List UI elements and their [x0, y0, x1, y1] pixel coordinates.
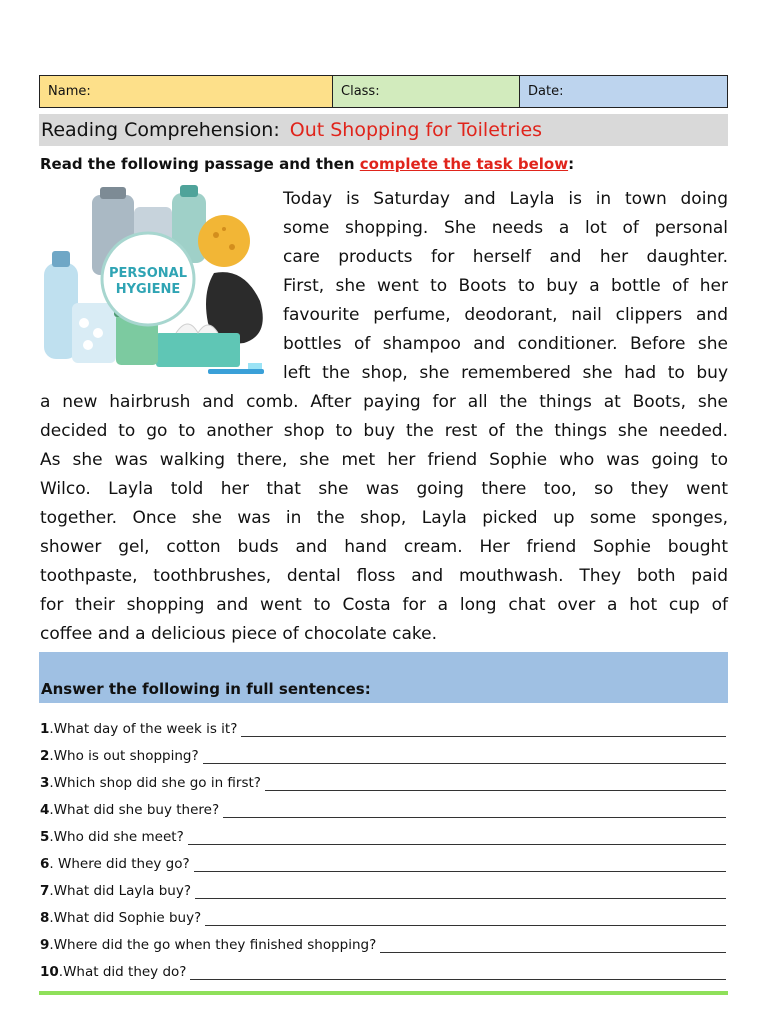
passage-line: toothpaste, toothbrushes, dental floss and mouthwash. They both paid — [40, 566, 728, 586]
question-item — [40, 953, 730, 980]
passage-line: a new hairbrush and comb. After paying for all the things at Boots, she — [40, 392, 728, 412]
question-text: .Who is out shopping? — [49, 748, 199, 764]
answer-line[interactable] — [190, 966, 726, 980]
instruction-end: : — [568, 155, 575, 173]
passage-line: together. Once she was in the shop, Layla picked up some sponges, — [40, 508, 728, 528]
answer-line[interactable] — [380, 939, 726, 953]
illustration-label-2: HYGIENE — [115, 282, 181, 297]
class-label: Class: — [341, 84, 380, 99]
answer-line[interactable] — [223, 804, 726, 818]
answer-line[interactable] — [203, 750, 726, 764]
hygiene-products-icon — [38, 183, 272, 383]
question-item — [40, 845, 730, 872]
answer-line[interactable] — [205, 912, 726, 926]
passage-line: shower gel, cotton buds and hand cream. Her friend Sophie bought — [40, 537, 728, 557]
question-number: 7 — [40, 883, 50, 899]
title-prefix: Reading Comprehension: — [41, 119, 280, 141]
answer-line[interactable] — [188, 831, 726, 845]
student-info-header — [39, 75, 728, 108]
question-text: .What did she buy there? — [49, 802, 220, 818]
answer-line[interactable] — [265, 777, 726, 791]
passage-line: First, she went to Boots to buy a bottle of her — [283, 276, 728, 296]
passage-line: Wilco. Layla told her that she was going there too, so they went — [40, 479, 728, 499]
question-item — [40, 899, 730, 926]
illustration-label-1: PERSONAL — [108, 266, 188, 281]
name-field[interactable] — [40, 76, 333, 107]
answer-heading: Answer the following in full sentences: — [41, 680, 371, 698]
question-number: 8 — [40, 910, 50, 926]
passage-line: Today is Saturday and Layla is in town doing — [283, 189, 728, 209]
name-label: Name: — [48, 84, 91, 99]
passage-line: coffee and a delicious piece of chocolate cake. — [40, 624, 437, 644]
question-text: .What did Layla buy? — [49, 883, 192, 899]
instructions — [40, 155, 574, 173]
question-text: . Where did they go? — [49, 856, 190, 872]
question-number: 10 — [40, 964, 59, 980]
passage-line: bottles of shampoo and conditioner. Before she — [283, 334, 728, 354]
question-number: 6 — [40, 856, 50, 872]
question-text: .Who did she meet? — [49, 829, 184, 845]
passage-line: some shopping. She needs a lot of personal — [283, 218, 728, 238]
title-topic: Out Shopping for Toiletries — [289, 119, 543, 141]
instruction-link: complete the task below — [359, 155, 569, 173]
passage-line: care products for herself and her daughter. — [283, 247, 728, 267]
answer-line[interactable] — [241, 723, 726, 737]
class-field[interactable] — [333, 76, 520, 107]
date-label: Date: — [528, 84, 564, 99]
answer-line[interactable] — [194, 858, 726, 872]
worksheet-title — [39, 114, 728, 146]
question-text: .What day of the week is it? — [49, 721, 238, 737]
question-text: .Which shop did she go in first? — [49, 775, 261, 791]
footer-divider — [39, 991, 728, 995]
passage-line: left the shop, she remembered she had to buy — [283, 363, 728, 383]
passage-line: for their shopping and went to Costa for a long chat over a hot cup of — [40, 595, 728, 615]
question-number: 9 — [40, 937, 50, 953]
hygiene-products-illustration — [38, 183, 272, 383]
passage-line: As she was walking there, she met her friend Sophie who was going to — [40, 450, 728, 470]
passage-line: decided to go to another shop to buy the rest of the things she needed. — [40, 421, 728, 441]
passage-line: favourite perfume, deodorant, nail clippers and — [283, 305, 728, 325]
question-number: 4 — [40, 802, 50, 818]
question-text: .Where did the go when they finished shopping? — [49, 937, 377, 953]
question-item — [40, 872, 730, 899]
passage-wrapped-lines — [283, 185, 728, 388]
question-text: .What did Sophie buy? — [49, 910, 202, 926]
date-field[interactable] — [520, 76, 727, 107]
question-item — [40, 764, 730, 791]
question-item — [40, 791, 730, 818]
question-item — [40, 710, 730, 737]
question-item — [40, 737, 730, 764]
question-list — [40, 710, 730, 980]
question-item — [40, 926, 730, 953]
instruction-start: Read the following passage and then — [40, 155, 360, 173]
answer-heading-bar — [39, 652, 728, 703]
question-number: 5 — [40, 829, 50, 845]
question-number: 1 — [40, 721, 50, 737]
question-item — [40, 818, 730, 845]
passage-full-lines — [40, 388, 728, 649]
question-text: .What did they do? — [58, 964, 187, 980]
question-number: 3 — [40, 775, 50, 791]
question-number: 2 — [40, 748, 50, 764]
answer-line[interactable] — [195, 885, 726, 899]
